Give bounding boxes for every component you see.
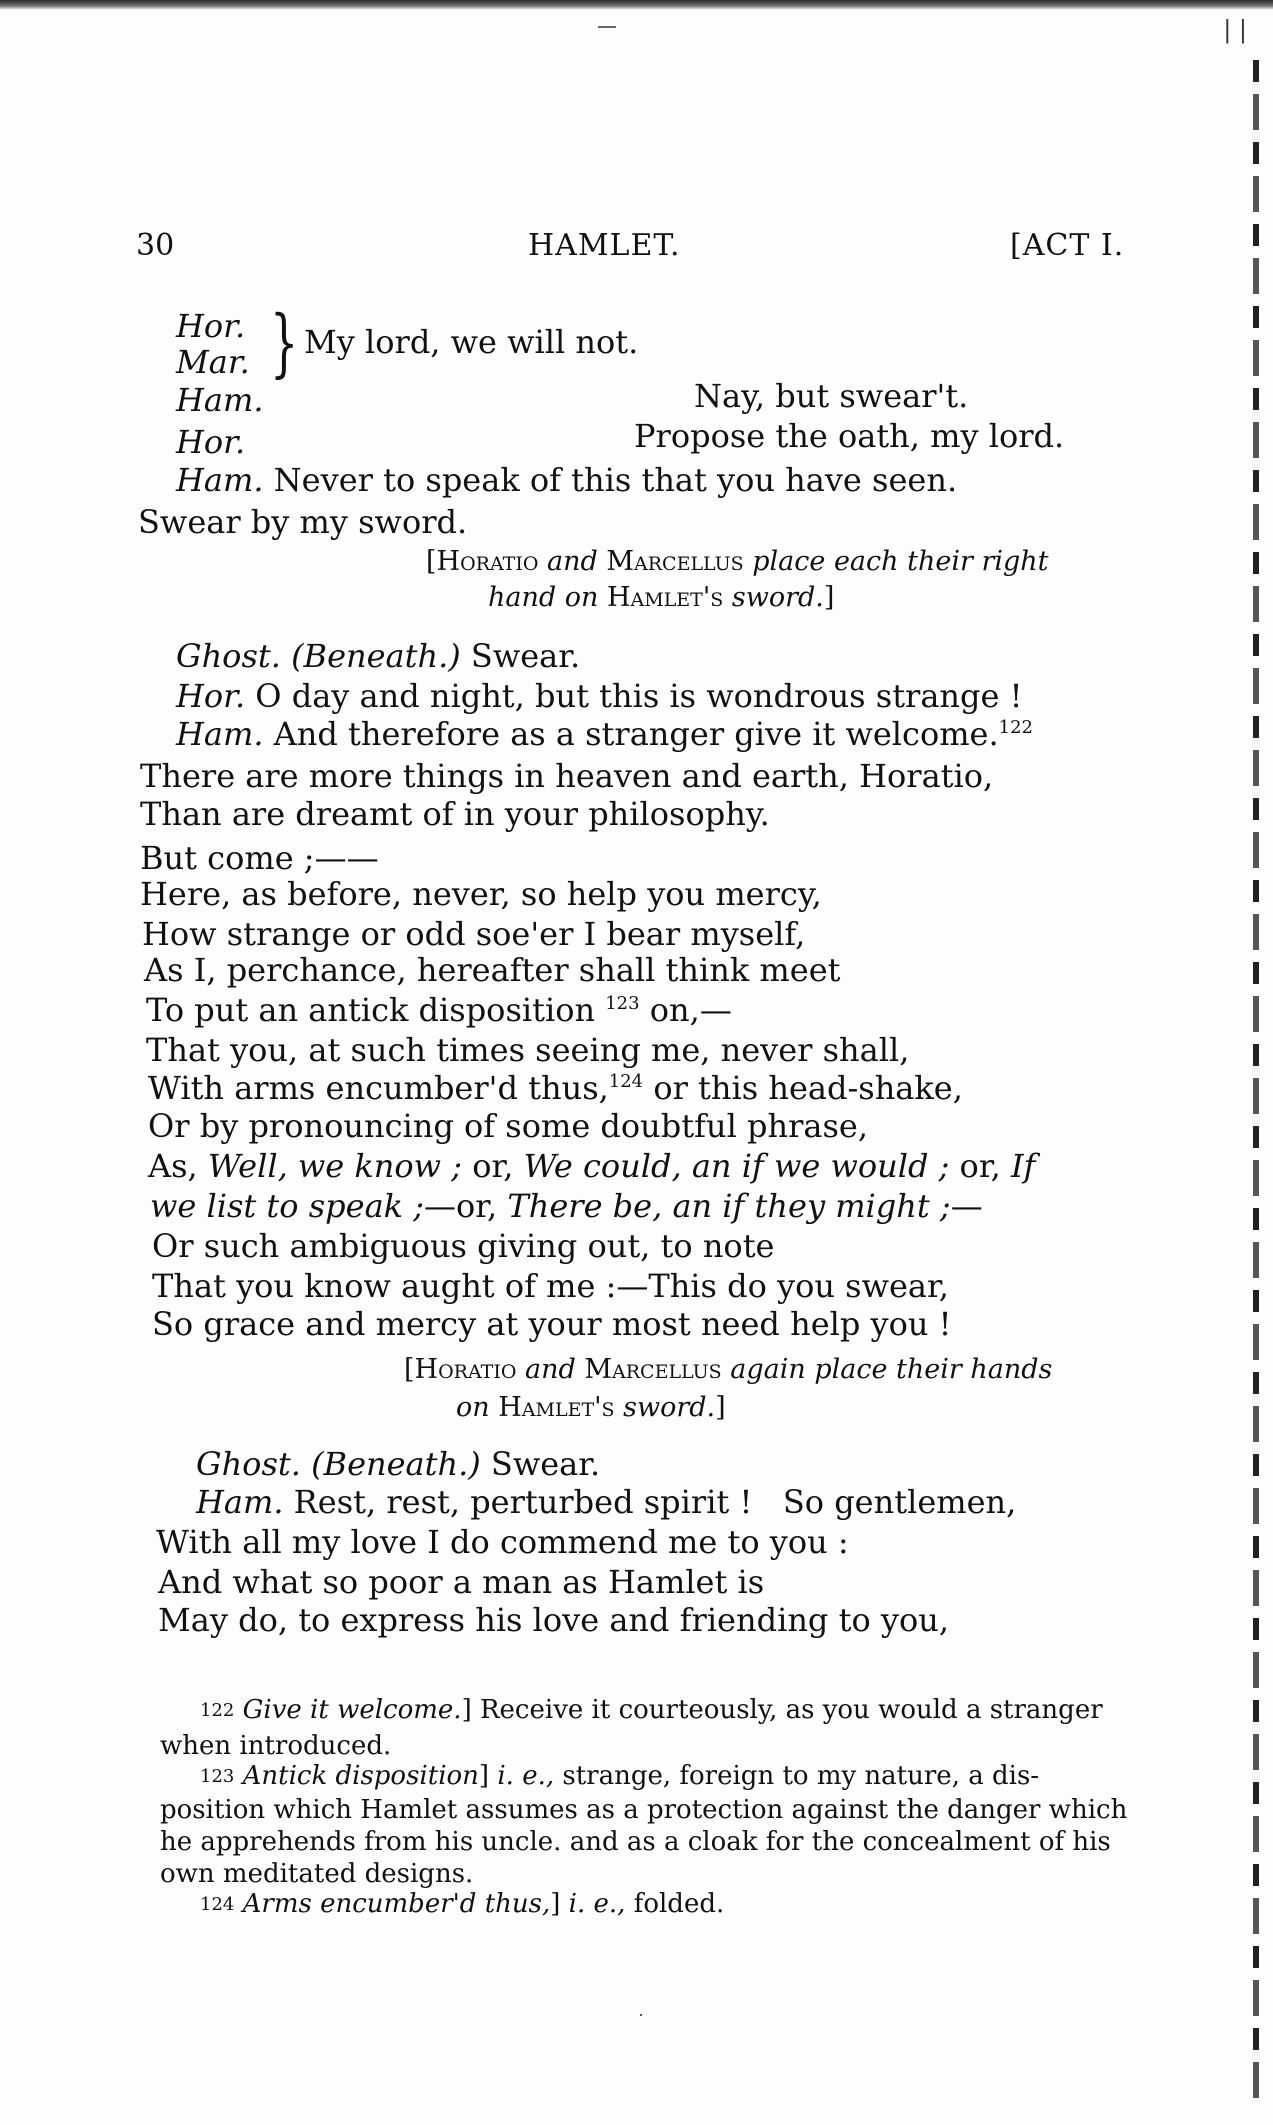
speaker: Hor.: [176, 677, 246, 715]
speech-line: Or by pronouncing of some doubtful phrase,: [148, 1107, 868, 1145]
speech-line: [176, 460, 957, 500]
speech-line: But come ;——: [140, 839, 379, 877]
speech-line: [138, 502, 467, 542]
speech-line: And what so poor a man as Hamlet is: [158, 1563, 765, 1601]
speech-line: There are more things in heaven and earth, Horatio,: [140, 757, 994, 795]
speech-text: Swear.: [470, 637, 581, 675]
speech-line: With arms encumber'd thus,$^{124}$ or this head-shake,: [148, 1069, 963, 1107]
speech-text: Rest, rest, perturbed spirit ! So gentlemen,: [293, 1483, 1017, 1521]
running-header: [0, 228, 1273, 274]
speech-text: My lord, we will not.: [304, 323, 639, 361]
speaker: Ghost.: [176, 637, 281, 675]
page-number: 30: [136, 228, 175, 263]
speaker: Ham.: [196, 1483, 284, 1521]
speech-line: [196, 1482, 1016, 1522]
speech-line: [176, 306, 245, 346]
footnote: he apprehends from his uncle. and as a cloak for the concealment of his: [160, 1827, 1111, 1857]
speaker: Ham.: [176, 461, 264, 499]
stage-direction: [Horatio and Marcellus place each their right: [426, 546, 1049, 577]
speech-text: Swear.: [490, 1445, 601, 1483]
speech-line: Than are dreamt of in your philosophy.: [140, 795, 770, 833]
speech-line: May do, to express his love and friending to you,: [158, 1601, 949, 1639]
brace-glyph: }: [270, 300, 299, 386]
speech-text: O day and night, but this is wondrous strange !: [255, 677, 1023, 715]
speech-line: Or such ambiguous giving out, to note: [152, 1227, 775, 1265]
speech-line: That you know aught of me :—This do you swear,: [152, 1267, 949, 1305]
footnote: position which Hamlet assumes as a protection against the danger which: [160, 1795, 1128, 1825]
speaker: Hor.: [176, 423, 246, 461]
speech-line: As I, perchance, hereafter shall think meet: [144, 951, 841, 989]
speech-line: With all my love I do commend me to you :: [156, 1523, 849, 1561]
speech-text: Propose the oath, my lord.: [634, 417, 1065, 455]
stage-direction: [Horatio and Marcellus again place their hands: [404, 1354, 1053, 1385]
speech-line: we list to speak ;—or, There be, an if they might ;—: [150, 1187, 983, 1225]
speech-line: That you, at such times seeing me, never shall,: [146, 1031, 910, 1069]
stage-aside: (Beneath.): [311, 1445, 481, 1483]
page-binding-edge: [1253, 60, 1259, 2100]
speech-line: [304, 322, 638, 362]
top-dash-mark: [598, 26, 616, 28]
stage-direction: on Hamlet's sword.]: [456, 1392, 726, 1423]
page-top-edge: [0, 0, 1273, 10]
speech-line: As, Well, we know ; or, We could, an if we would ; or, If: [148, 1147, 1036, 1185]
speech-text: Never to speak of this that you have seen.: [273, 461, 958, 499]
page-speck: [640, 2014, 642, 2016]
running-title: HAMLET.: [528, 228, 681, 263]
footnote: when introduced.: [160, 1731, 392, 1761]
speech-line: Here, as before, never, so help you mercy,: [140, 875, 822, 913]
speech-line: To put an antick disposition $^{123}$ on,—: [146, 991, 732, 1029]
speech-line: [176, 714, 1033, 754]
speaker: Ham.: [176, 381, 264, 419]
speaker: Ham.: [176, 715, 264, 753]
speech-text: Nay, but swear't.: [694, 377, 969, 415]
speech-line: [196, 1444, 600, 1484]
stage-aside: (Beneath.): [291, 637, 461, 675]
footnote: 123 Antick disposition] i. e., strange, foreign to my nature, a dis-: [200, 1761, 1040, 1791]
speech-line: [176, 342, 250, 382]
speech-text: Swear by my sword.: [138, 503, 468, 541]
act-label: [ACT I.: [1010, 228, 1125, 263]
speech-line: [176, 676, 1022, 716]
note-ref: 124: [608, 1071, 644, 1092]
note-ref: 123: [605, 993, 640, 1014]
speaker: Hor.: [176, 307, 246, 345]
note-ref: 122: [998, 717, 1034, 738]
footnote: 124 Arms encumber'd thus,] i. e., folded.: [200, 1889, 725, 1919]
speaker: Mar.: [176, 343, 250, 381]
corner-mark: | |: [1223, 16, 1247, 44]
speaker: Ghost.: [196, 1445, 301, 1483]
speech-line: [176, 636, 580, 676]
stage-direction: hand on Hamlet's sword.]: [488, 582, 835, 613]
speech-text: And therefore as a stranger give it welcome.: [273, 715, 999, 753]
footnote: 122 Give it welcome.] Receive it courteously, as you would a stranger: [200, 1695, 1103, 1725]
footnote: own meditated designs.: [160, 1859, 474, 1889]
speech-line: So grace and mercy at your most need help you !: [152, 1305, 952, 1343]
speech-line: How strange or odd soe'er I bear myself,: [142, 915, 806, 953]
